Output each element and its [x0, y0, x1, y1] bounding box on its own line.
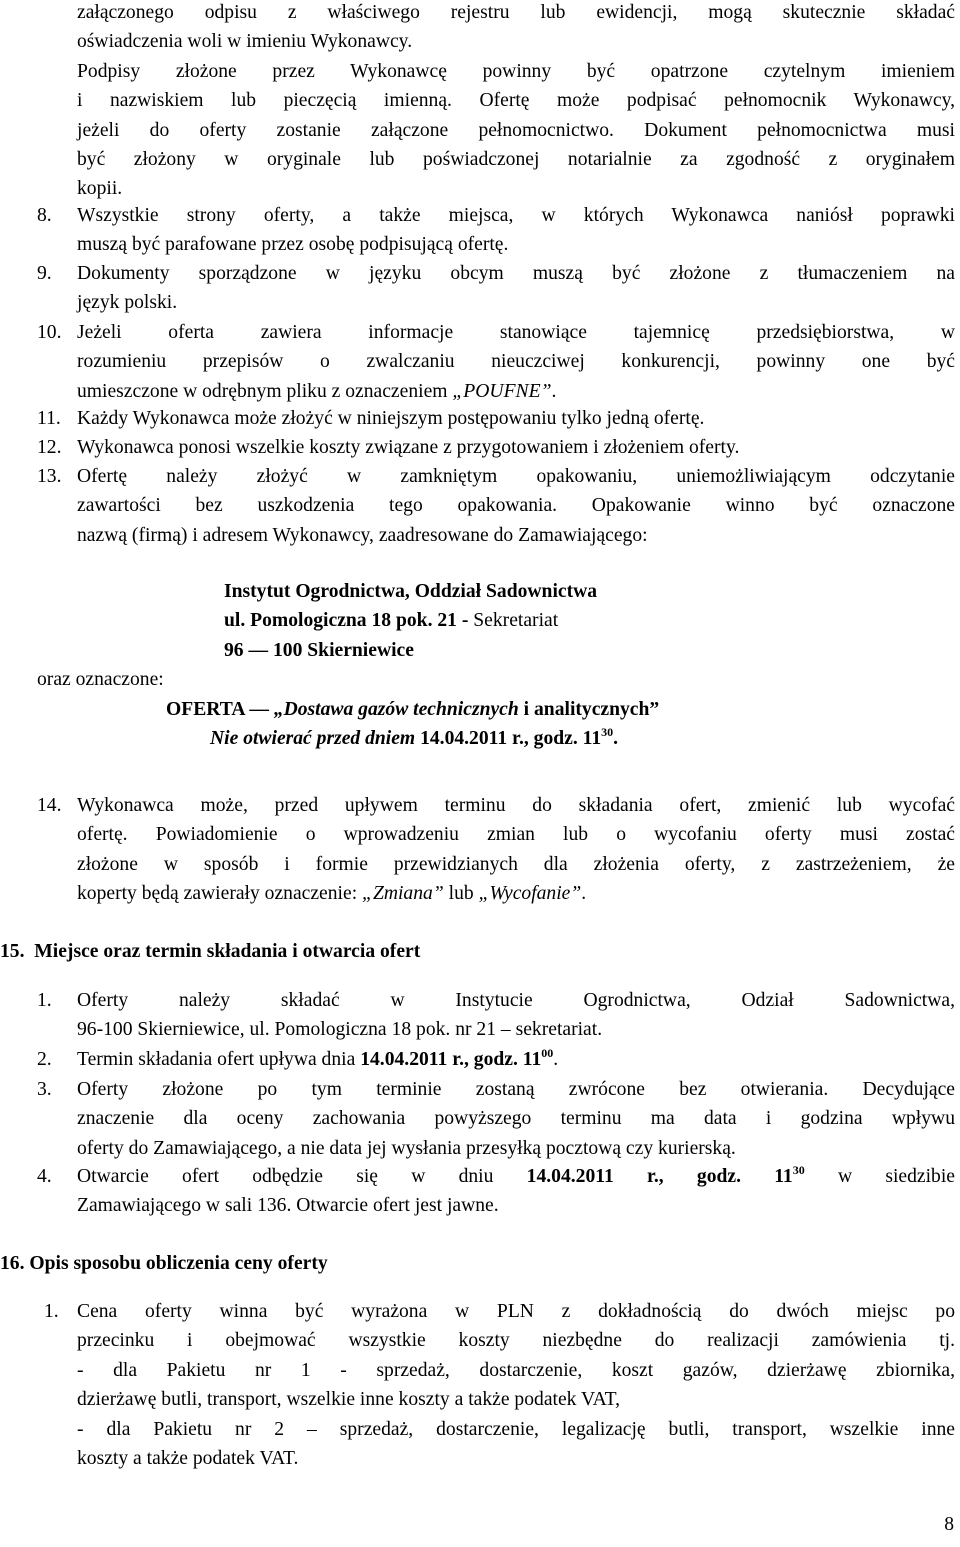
item-13 [77, 462, 955, 550]
text-line: Wszystkie strony oferty, a także miejsca, w których Wykonawca naniósł poprawki [77, 205, 955, 226]
text-line: załączonego odpisu z właściwego rejestru lub ewidencji, mogą skutecznie składać [77, 2, 955, 23]
text-span: Sekretariat [468, 610, 559, 631]
text-span: OFERTA — [166, 699, 274, 720]
text-span: . [553, 1049, 559, 1070]
item-number: 9. [37, 263, 52, 284]
text-span: 14.04.2011 r., godz. 11 [526, 1166, 793, 1187]
section-15-point-2 [77, 1045, 955, 1074]
text-line: Wykonawca ponosi wszelkie koszty związane z przygotowaniem i złożeniem oferty. [77, 437, 740, 458]
text-span: . [551, 380, 557, 402]
text-line: muszą być parafowane przez osobę podpisującą ofertę. [77, 234, 509, 256]
item-10 [77, 318, 955, 406]
text-line: nazwą (firmą) i adresem Wykonawcy, zaadresowane do Zamawiającego: [77, 524, 648, 546]
superscript: 30 [601, 725, 614, 739]
section-15-point-4 [77, 1162, 955, 1221]
address-line-2 [224, 606, 558, 635]
text-line: zawartości bez uszkodzenia tego opakowania. Opakowanie winno być oznaczone [77, 495, 955, 517]
text-line: rozumieniu przepisów o zwalczaniu nieuczciwej konkurencji, powinny one być [77, 351, 955, 373]
item-number: 13. [37, 466, 62, 487]
text-span: lub [443, 883, 479, 905]
text-span: Nie otwierać przed dniem [210, 728, 416, 749]
page-number: 8 [944, 1514, 954, 1535]
continuation-paragraph [77, 0, 955, 204]
text-span: w siedzibie [804, 1166, 955, 1187]
text-line: znaczenie dla oceny zachowania powyższego terminu ma data i godzina wpływu [77, 1108, 955, 1130]
text-span: 14.04.2011 r., godz. 11 [415, 728, 602, 749]
text-line: oferty do Zamawiającego, a nie data jej wysłania przesyłką pocztową czy kurierską. [77, 1137, 736, 1159]
poufne-label: „POUFNE” [452, 380, 552, 402]
text-line: Cena oferty winna być wyrażona w PLN z dokładnością do dwóch miejsc po [77, 1301, 955, 1322]
text-span: . [613, 728, 619, 749]
item-number: 12. [37, 437, 62, 458]
address-line-3: 96 — 100 Skierniewice [224, 640, 414, 661]
text-line [77, 377, 955, 406]
item-number: 8. [37, 205, 52, 226]
text-line: Podpisy złożone przez Wykonawcę powinny być opatrzone czytelnym imieniem [77, 60, 955, 82]
text-span: . [581, 883, 587, 905]
marked-label: oraz oznaczone: [37, 669, 164, 690]
address-line-1: Instytut Ogrodnictwa, Oddział Sadownictwa [224, 581, 598, 602]
text-span: ul. Pomologiczna 18 pok. 21 - [224, 610, 469, 631]
text-line: - dla Pakietu nr 2 – sprzedaż, dostarczenie, legalizację butli, transport, wszelkie inne [77, 1418, 955, 1440]
text-line: 96-100 Skierniewice, ul. Pomologiczna 18 pok. nr 21 – sekretariat. [77, 1019, 603, 1041]
text-line: język polski. [77, 292, 178, 314]
text-line: koszty a także podatek VAT. [77, 1448, 299, 1470]
text-line: Wykonawca może, przed upływem terminu do składania ofert, zmienić lub wycofać [77, 795, 955, 816]
section-16-point-1 [77, 1297, 955, 1473]
text-span: Termin składania ofert upływa dnia [77, 1049, 361, 1070]
section-15-heading: 15. Miejsce oraz termin składania i otwarcia ofert [0, 941, 421, 962]
superscript: 30 [792, 1163, 805, 1177]
section-16-heading: 16. Opis sposobu obliczenia ceny oferty [0, 1253, 328, 1274]
text-span: „Dostawa gazów technicznych [273, 699, 519, 720]
section-15-point-1 [77, 986, 955, 1045]
item-number: 10. [37, 322, 62, 343]
text-line [77, 1162, 955, 1191]
text-span: 14.04.2011 r., godz. 11 [360, 1049, 542, 1070]
item-number: 3. [37, 1079, 52, 1100]
item-11 [77, 404, 955, 433]
item-number: 1. [44, 1301, 59, 1322]
text-line: oświadczenia woli w imieniu Wykonawcy. [77, 31, 413, 53]
item-number: 11. [37, 408, 61, 429]
text-line: ofertę. Powiadomienie o wprowadzeniu zmian lub o wycofaniu oferty musi zostać [77, 824, 955, 846]
text-line [77, 879, 955, 908]
text-span: „Zmiana” [362, 883, 444, 905]
text-line: Dokumenty sporządzone w języku obcym muszą być złożone z tłumaczeniem na [77, 263, 955, 284]
superscript: 00 [541, 1046, 554, 1060]
item-number: 2. [37, 1049, 52, 1070]
text-line: - dla Pakietu nr 1 - sprzedaż, dostarczenie, koszt gazów, dzierżawę zbiornika, [77, 1359, 955, 1381]
item-number: 14. [37, 795, 62, 816]
text-line: być złożony w oryginale lub poświadczonej notarialnie za zgodność z oryginałem [77, 149, 955, 171]
text-span: umieszczone w odrębnym pliku z oznaczeniem [77, 380, 453, 402]
text-line: i nazwiskiem lub pieczęcią imienną. Ofertę może podpisać pełnomocnik Wykonawcy, [77, 90, 955, 112]
text-line: przecinku i obejmować wszystkie koszty niezbędne do realizacji zamówienia tj. [77, 1330, 955, 1352]
text-line: Oferty złożone po tym terminie zostaną zwrócone bez otwierania. Decydujące [77, 1079, 955, 1100]
do-not-open-line [210, 724, 618, 753]
text-span: koperty będą zawierały oznaczenie: [77, 883, 363, 905]
item-12 [77, 433, 955, 462]
text-line: Ofertę należy złożyć w zamkniętym opakowaniu, uniemożliwiającym odczytanie [77, 466, 955, 487]
item-14 [77, 791, 955, 909]
text-span: Otwarcie ofert odbędzie się w dniu [77, 1166, 527, 1187]
text-line: Jeżeli oferta zawiera informacje stanowiące tajemnicę przedsiębiorstwa, w [77, 322, 955, 343]
text-line: Oferty należy składać w Instytucie Ogrodnictwa, Odział Sadownictwa, [77, 990, 955, 1011]
text-line: Zamawiającego w sali 136. Otwarcie ofert jest jawne. [77, 1195, 499, 1217]
text-line: dzierżawę butli, transport, wszelkie inne koszty a także podatek VAT, [77, 1389, 621, 1411]
text-span: i analitycznych” [518, 699, 660, 720]
text-line: Każdy Wykonawca może złożyć w niniejszym postępowaniu tylko jedną ofertę. [77, 408, 705, 429]
offer-marking [166, 695, 659, 724]
item-number: 1. [37, 990, 52, 1011]
section-15-point-3 [77, 1075, 955, 1163]
text-line [77, 1045, 955, 1074]
text-line: kopii. [77, 178, 123, 200]
item-8 [77, 201, 955, 260]
text-line: jeżeli do oferty zostanie załączone pełnomocnictwo. Dokument pełnomocnictwa musi [77, 119, 955, 141]
text-line: złożone w sposób i formie przewidzianych dla złożenia oferty, z zastrzeżeniem, że [77, 853, 955, 875]
item-number: 4. [37, 1166, 52, 1187]
text-span: „Wycofanie” [478, 883, 582, 905]
item-9 [77, 259, 955, 318]
